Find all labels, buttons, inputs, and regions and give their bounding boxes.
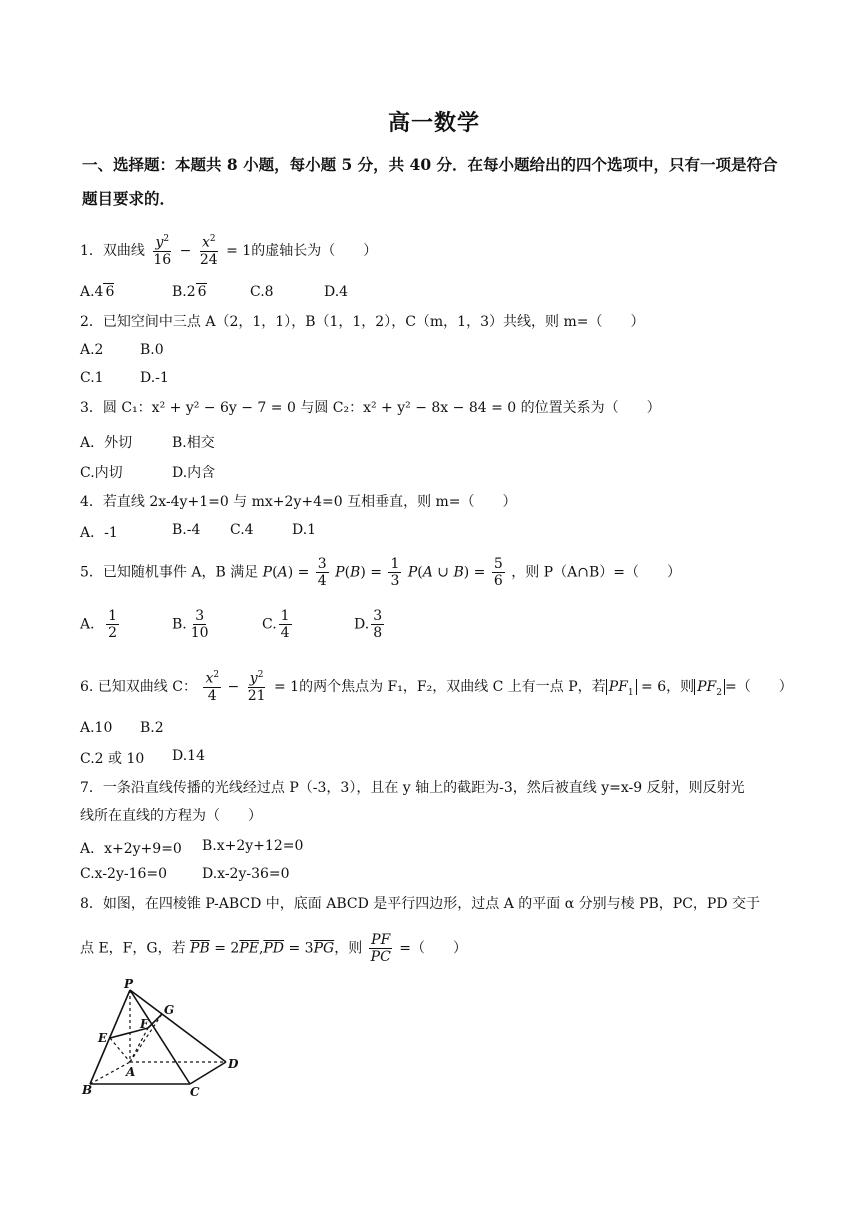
q7-option-b[interactable]: B.x+2y+12=0 xyxy=(202,838,304,854)
q5-option-c[interactable]: C. $\frac{1}{4}$ xyxy=(262,608,290,642)
question-8-line-2: 点 E，F，G，若 $\overline{PB} = 2\overline{PE},\overline{PD} = 3\overline{PG}$，则 $\frac{PF}{PC}$ =（ ） xyxy=(80,932,467,966)
q5-frac-1: $\frac{3}{4}$ xyxy=(317,556,327,590)
edge-pc xyxy=(130,990,190,1084)
question-5: 5．已知随机事件 A，B 满足 P(A) = $\frac{3}{4}$ P(B) = $\frac{1}{3}$ P(A ∪ B) = $\frac{5}{6}$ ，则 P（A∩B）=（ ） xyxy=(80,556,681,590)
label-d: D xyxy=(228,1057,239,1071)
q6-frac-1: $\frac{x^2}{4}$ xyxy=(205,670,220,704)
question-8-line-1: 8．如图，在四棱锥 P-ABCD 中，底面 ABCD 是平行四边形，过点 A 的平面 α 分别与棱 PB，PC，PD 交于 xyxy=(80,896,761,912)
q2-option-c[interactable]: C.1 xyxy=(80,370,104,386)
question-7-line-1: 7．一条沿直线传播的光线经过点 P（-3，3），且在 y 轴上的截距为-3，然后被直线 y=x-9 反射，则反射光 xyxy=(80,780,745,796)
page-title: 高一数学 xyxy=(387,110,480,136)
q6-option-c[interactable]: C.2 或 10 xyxy=(80,751,145,767)
q5-option-b[interactable]: B. $\frac{3}{10}$ xyxy=(172,608,209,642)
edge-pb xyxy=(90,990,130,1084)
question-2: 2．已知空间中三点 A（2，1，1），B（1，1，2），C（m，1，3）共线，则 m=（ ） xyxy=(80,314,645,330)
q1-frac-2: $\frac{x^2}{24}$ xyxy=(199,234,218,268)
label-p: P xyxy=(124,978,134,991)
pyramid-figure xyxy=(78,978,248,1100)
q7-option-d[interactable]: D.x-2y-36=0 xyxy=(202,866,290,882)
q6-prefix: 6. 已知双曲线 C： xyxy=(80,678,197,695)
edge-ea xyxy=(110,1038,130,1062)
q7-option-a[interactable]: A．x+2y+9=0 xyxy=(80,841,182,857)
q6-middle: 的两个焦点为 F₁，F₂，双曲线 C 上有一点 P，若 xyxy=(299,678,606,695)
q3-option-b[interactable]: B.相交 xyxy=(172,435,215,451)
q1-option-c[interactable]: C.8 xyxy=(250,284,274,300)
q2-option-b[interactable]: B.0 xyxy=(140,342,164,358)
q3-option-a[interactable]: A．外切 xyxy=(80,435,133,451)
q6-middle2: ，则 xyxy=(666,678,695,695)
q1-option-d[interactable]: D.4 xyxy=(324,284,349,300)
q3-option-c[interactable]: C.内切 xyxy=(80,465,123,481)
q7-option-c[interactable]: C.x-2y-16=0 xyxy=(80,866,168,882)
label-f: F xyxy=(140,1017,149,1031)
q8-line2-end: =（ ） xyxy=(399,940,467,957)
q6-option-d[interactable]: D.14 xyxy=(172,748,205,764)
q3-option-d[interactable]: D.内含 xyxy=(172,465,216,481)
q1-option-b[interactable]: B.2 6 xyxy=(172,284,207,300)
q6-option-b[interactable]: B.2 xyxy=(140,720,164,736)
label-b: B xyxy=(82,1083,93,1097)
q5-frac-2: $\frac{1}{3}$ xyxy=(390,556,400,590)
q1-frac-1: $\frac{y^2}{16}$ xyxy=(153,234,172,268)
q8-frac: $\frac{PF}{PC}$ xyxy=(370,932,391,966)
q6-frac-2: $\frac{y^2}{21}$ xyxy=(247,670,266,704)
section-heading: 一、选择题：本题共 8 小题，每小题 5 分，共 40 分．在每小题给出的四个选项中，只有一项是符合题目要求的． xyxy=(82,155,778,208)
q5-option-a[interactable]: A． $\frac{1}{2}$ xyxy=(80,608,118,642)
question-7-line-2: 线所在直线的方程为（ ） xyxy=(80,808,262,824)
edge-ba xyxy=(90,1062,130,1084)
q5-prefix: 5．已知随机事件 A，B 满足 xyxy=(80,564,259,581)
q1-option-a[interactable]: A.4 6 xyxy=(80,284,115,300)
edge-cd xyxy=(190,1062,226,1084)
q1-suffix: 的虚轴长为（ ） xyxy=(251,242,378,259)
q2-option-a[interactable]: A.2 xyxy=(80,342,104,358)
q1-prefix: 1．双曲线 xyxy=(80,242,145,259)
q5-suffix: ，则 P（A∩B）=（ ） xyxy=(511,564,681,581)
q6-suffix: =（ ） xyxy=(724,678,793,695)
question-1: 1．双曲线 $\frac{y^2}{16}$ − $\frac{x^2}{24}$ = 1的虚轴长为（ ） xyxy=(80,234,378,268)
label-g: G xyxy=(164,1003,175,1017)
label-e: E xyxy=(98,1031,108,1045)
edge-af xyxy=(130,1028,148,1062)
q4-option-b[interactable]: B.-4 xyxy=(172,522,201,538)
q4-option-d[interactable]: D.1 xyxy=(292,522,317,538)
q4-option-a[interactable]: A．-1 xyxy=(80,525,118,541)
question-4: 4．若直线 2x-4y+1=0 与 mx+2y+4=0 互相垂直，则 m=（ ） xyxy=(80,494,517,510)
q5-option-d[interactable]: D. $\frac{3}{8}$ xyxy=(354,608,383,642)
pyramid-labels xyxy=(81,978,239,1099)
question-3: 3．圆 C₁：x² + y² − 6y − 7 = 0 与圆 C₂：x² + y² − 8x − 84 = 0 的位置关系为（ ） xyxy=(80,400,661,416)
q2-option-d[interactable]: D.-1 xyxy=(140,370,169,386)
q8-line2-suffix: ，则 xyxy=(334,940,363,957)
q4-option-c[interactable]: C.4 xyxy=(230,522,254,538)
pyramid-edges xyxy=(90,990,226,1084)
q5-frac-3: $\frac{5}{6}$ xyxy=(493,556,503,590)
label-a: A xyxy=(126,1065,136,1079)
label-c: C xyxy=(190,1085,200,1099)
q6-option-a[interactable]: A.10 xyxy=(80,720,113,736)
question-6: 6. 已知双曲线 C： $\frac{x^2}{4}$ − $\frac{y^2}{21}$ = 1的两个焦点为 F₁，F₂，双曲线 C 上有一点 P，若 $PF_1 = 6$，则 $PF_2$ =（ ） xyxy=(80,670,793,704)
q8-line2-prefix: 点 E，F，G，若 xyxy=(80,940,186,957)
